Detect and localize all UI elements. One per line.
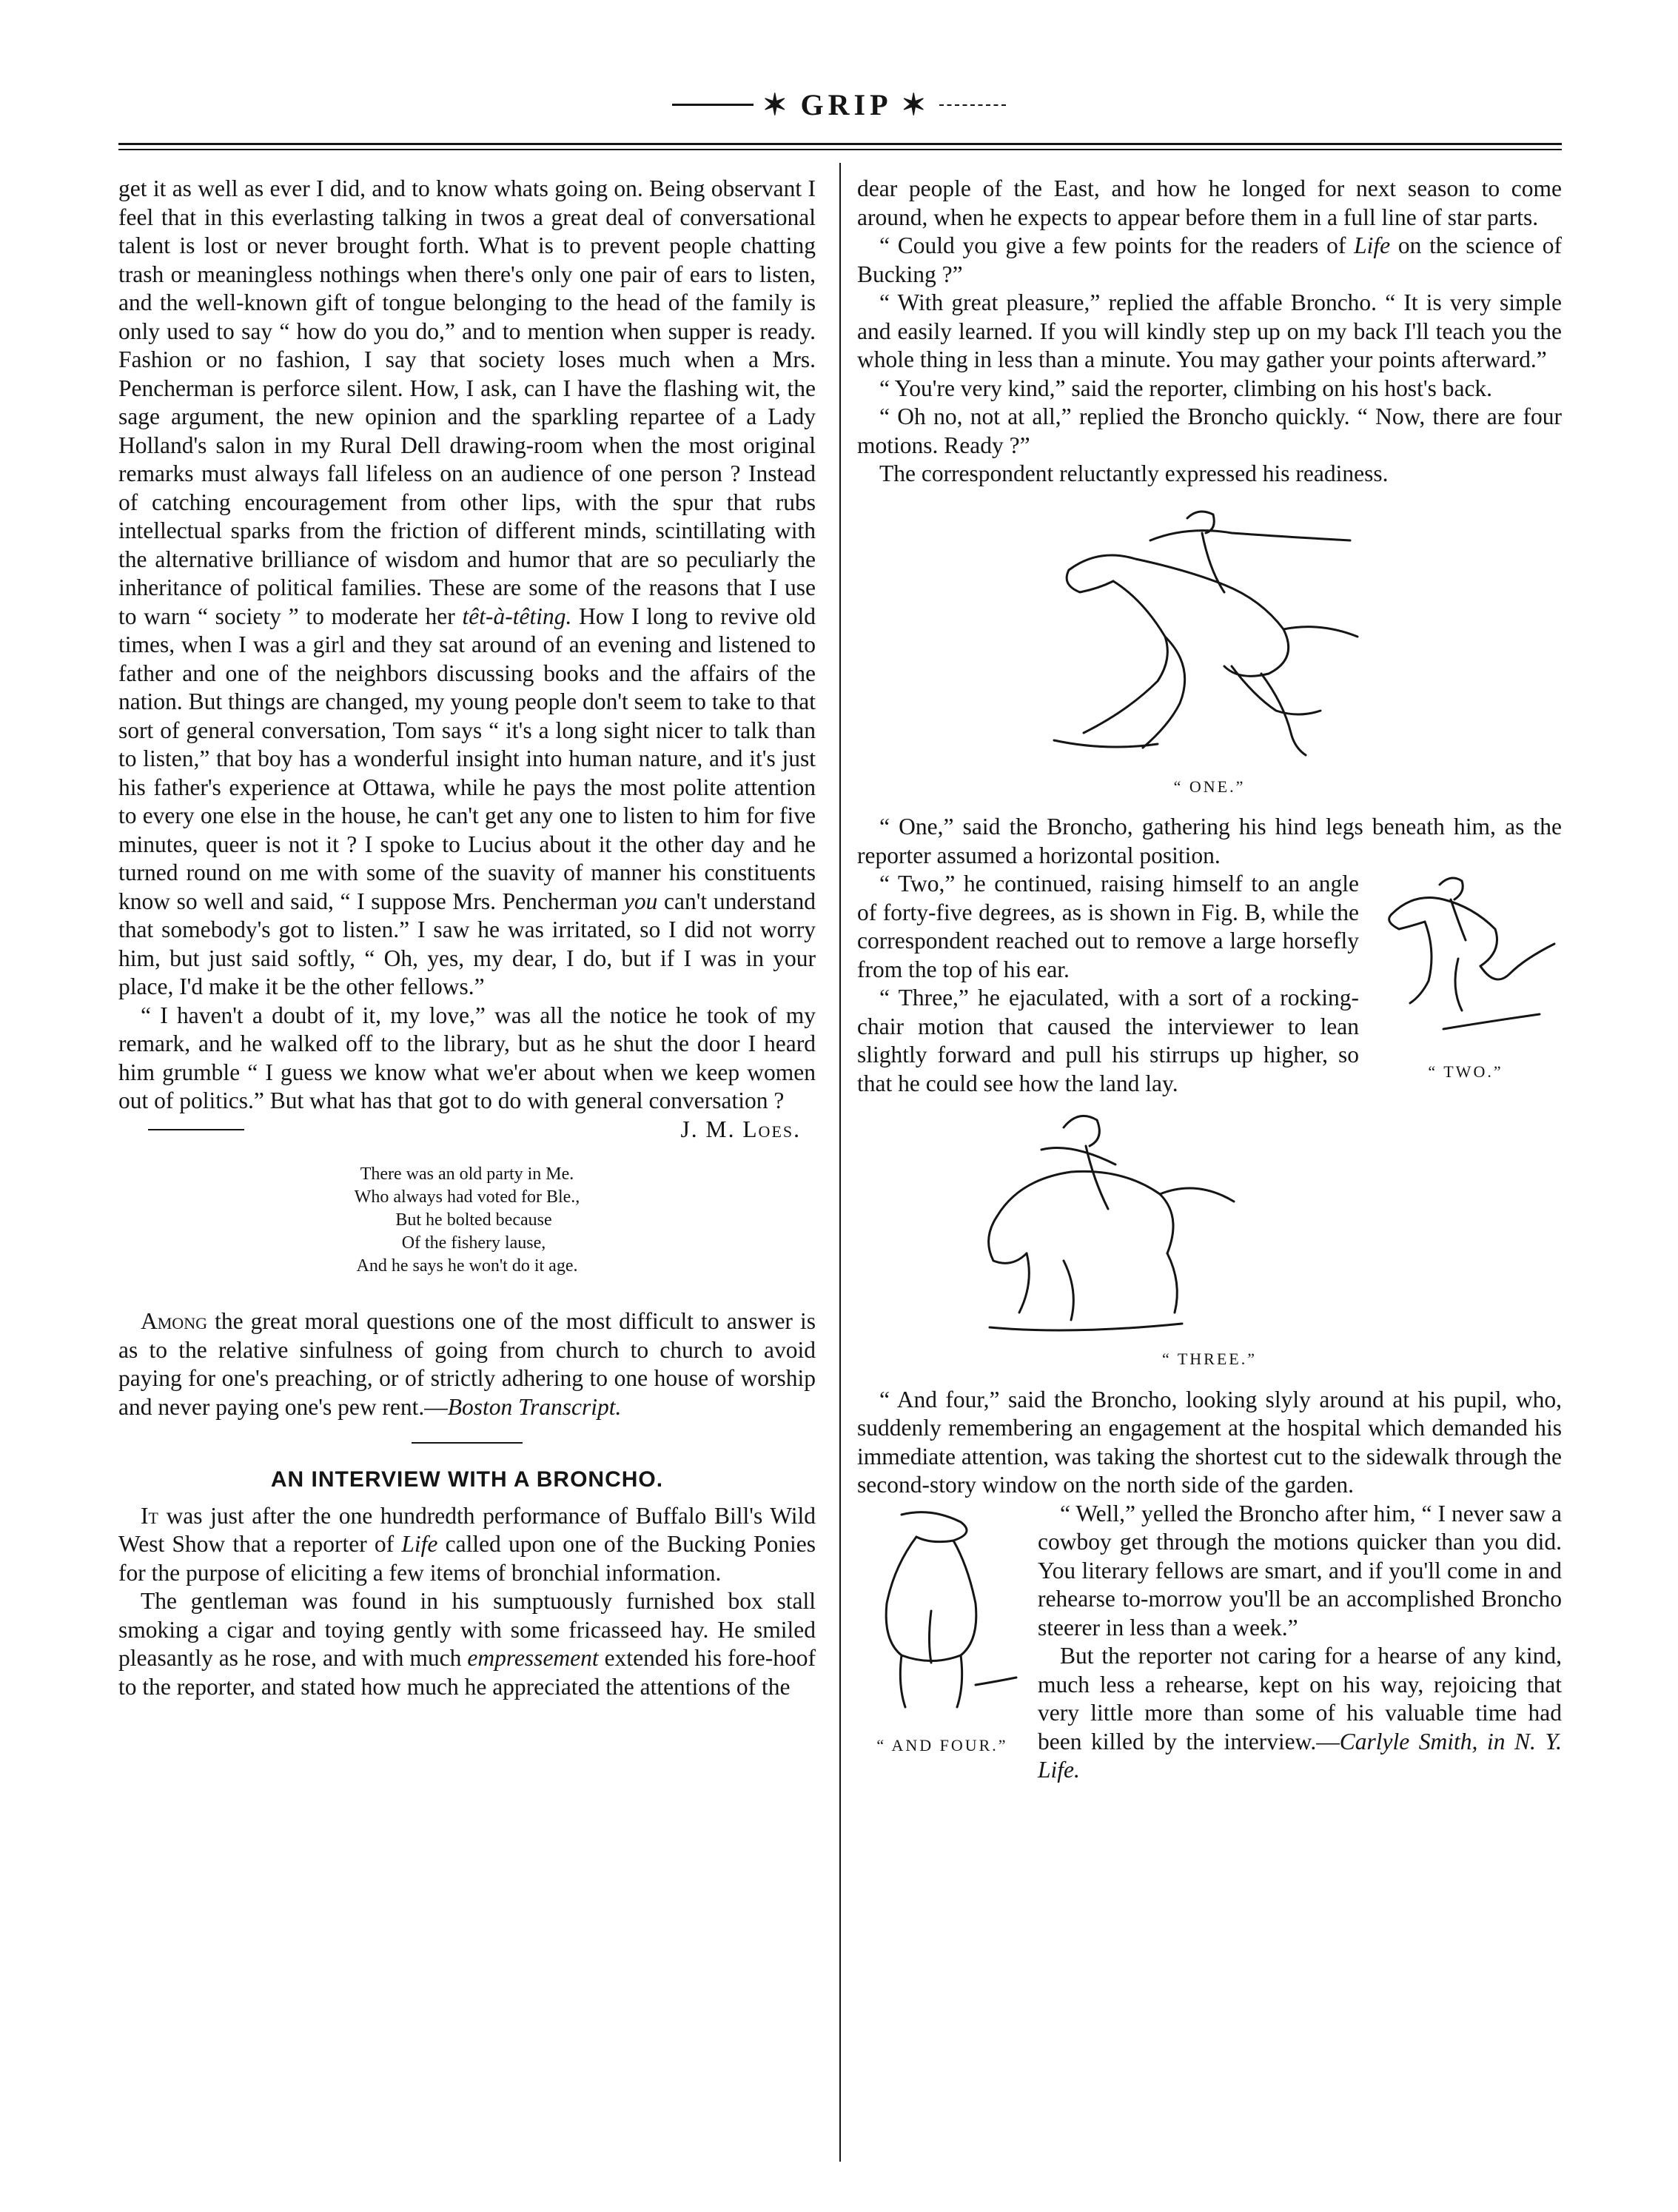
masthead-rule-left [672, 104, 754, 106]
conversation-paragraph: get it as well as ever I did, and to know whats going on. Being observant I feel that in this everlasting talking in twos a great deal of conversational talent is lost or never brought forth. What is to prevent people chatting trash or meaningless nothings when there's only one pair of ears to listen, and the well-known gift of tongue belonging to the head of the family is only used to say “ how do you do,” and to mention when supper is ready. Fashion or no fashion, I say that society loses much when a Mrs. Pencherman is perforce silent. How, I ask, can I have the flashing wit, the sage argument, the new opinion and the sparkling repartee of a Lady Holland's salon in my Rural Dell drawing-room when the most original remarks must always fall lifeless on an audience of one person ? Instead of catching encouragement from other lips, with the spur that rubs intellectual sparks from the friction of different minds, scintillating with the alternative brilliance of wisdom and humor that are so peculiarly the inheritance of political families. These are some of the reasons that I use to warn “ society ” to moderate her têt-à-têting. How I long to revive old times, when I was a girl and they sat around of an evening and listened to father and one of the neighbors discussing books and the affairs of the nation. But things are changed, my young people don't seem to take to that sort of general conversation, Tom says “ it's a long sight nicer to talk than to listen,” that boy has a wonderful insight into human nature, and it's just his father's experience at Ottawa, while he pays the most polite attention to every one else in the house, he can't get any one to listen to him for five minutes, queer is not it ? I spoke to Lucius about it the other day and he turned round on me with some of the suavity of manner his constituents know so well and said, “ I suppose Mrs. Pencherman you can't understand that somebody's got to listen.” I saw he was irritated, so I did not worry him, but just said softly, “ Oh, yes, my dear, I do, but if I was in your place, I'd make it be the other fellows.” [118, 175, 816, 999]
interview-paragraph: “ With great pleasure,” replied the affable Broncho. “ It is very simple and easily learned. If you will kindly step up on my back I'll teach you the whole thing in less than a minute. You may gather your points afterward.” [857, 289, 1562, 372]
caption-three: “ THREE.” [1161, 1350, 1257, 1368]
masthead-rule-right [939, 104, 1006, 106]
poem-line: Of the fishery lause, [401, 1233, 546, 1253]
interview-stall-paragraph: The gentleman was found in his sumptuously furnished box stall smoking a cigar and toying gently with some fricasseed hay. He smiled pleasantly as he rose, and with much empressement extended his fore-hoof to the reporter, and stated how much he appreciated the attentions of the [118, 1588, 816, 1700]
interview-paragraph: “ You're very kind,” said the reporter, climbing on his host's back. [879, 375, 1493, 401]
header-rule [118, 143, 1562, 145]
left-column [118, 175, 816, 1701]
caption-two: “ TWO.” [1428, 1062, 1503, 1081]
source-boston-transcript: Boston Transcript. [447, 1393, 622, 1420]
life-italic: Life [1354, 232, 1391, 258]
header-rule-thin [118, 149, 1562, 150]
moral-questions-paragraph: Among the great moral questions one of the most difficult to answer is as to the relative sinfulness of going from church to church to avoid paying for one's preaching, or of strictly adhering to one house of worship and never paying one's pew rent.—Boston Transcript. [118, 1308, 816, 1420]
reply-paragraph: “ I haven't a doubt of it, my love,” was all the notice he took of my remark, and he walked off to the library, but as he shut the door I heard him grumble “ I guess we know what we'er about when we keep women out of politics.” But what has that got to do with general conversation ? [118, 1002, 816, 1113]
interview-paragraph: “ Could you give a few points for the readers of Life on the science of Bucking ?” [857, 232, 1562, 287]
signature-rule [148, 1129, 244, 1130]
poem-line: Who always had voted for Ble., [354, 1187, 580, 1207]
interview-paragraph: But the reporter not caring for a hearse of any kind, much less a rehearse, kept on his way, rejoicing that very little more than some of his valuable time had been killed by the interview.—Carlyle Smith, in N. Y. Life. [1038, 1643, 1562, 1783]
limerick [118, 1163, 816, 1278]
figure-four [857, 1500, 1027, 1772]
interview-intro-paragraph: It was just after the one hundredth performance of Buffalo Bill's Wild West Show that a reporter of Life called upon one of the Bucking Ponies for the purpose of eliciting a few items of bronchial information. [118, 1502, 816, 1586]
section-separator [412, 1442, 523, 1444]
star-ornament-right: ✶ [901, 88, 931, 121]
broncho-illustration-two [1369, 870, 1562, 1048]
interview-paragraph: “ Three,” he ejaculated, with a sort of a rocking-chair motion that caused the interviewer to lean slightly forward and pull his stirrups up higher, so that he could see how the land lay. [857, 985, 1359, 1096]
broncho-illustration-one [1039, 489, 1380, 770]
poem-line: There was an old party in Me. [360, 1164, 574, 1184]
caption-four: “ AND FOUR.” [876, 1736, 1008, 1754]
figure-two [1369, 870, 1562, 1098]
life-italic: Life [401, 1531, 438, 1557]
interview-paragraph: The correspondent reluctantly expressed his readiness. [879, 460, 1389, 486]
poem-line: And he says he won't do it age. [356, 1256, 578, 1276]
caption-one: “ ONE.” [1173, 777, 1246, 796]
interview-paragraph: “ And four,” said the Broncho, looking slyly around at his pupil, who, suddenly remembering an engagement at the hospital which demanded his immediate attention, was taking the shortest cut to the sidewalk through the second-story window on the north side of the garden. [857, 1386, 1562, 1498]
interview-paragraph: “ Two,” he continued, raising himself to an angle of forty-five degrees, as is shown in Fig. B, while the correspondent reached out to remove a large horsefly from the top of his ear. [857, 871, 1359, 982]
empressement-italic: empressement [467, 1645, 599, 1671]
you-italic: you [623, 888, 658, 914]
poem-line: But he bolted because [395, 1210, 552, 1230]
author-signature: J. M. Loes. [680, 1116, 801, 1142]
star-ornament-left: ✶ [762, 88, 792, 121]
masthead-title: GRIP [800, 88, 893, 121]
source-carlyle-smith: Carlyle Smith, in N. Y. Life. [1038, 1728, 1562, 1783]
signature-line [118, 1116, 816, 1144]
article-headline: AN INTERVIEW WITH A BRONCHO. [270, 1467, 664, 1492]
right-column [857, 175, 1562, 1785]
interview-paragraph: “ Well,” yelled the Broncho after him, “ I never saw a cowboy get through the motions quicker than you did. You literary fellows are smart, and if you'll come in and rehearse to-morrow you'll be an accomplished Broncho steerer in less than a week.” [1038, 1500, 1562, 1640]
interview-paragraph: dear people of the East, and how he longed for next season to come around, when he expects to appear before them in a full line of star parts. [857, 175, 1562, 230]
interview-paragraph: “ Oh no, not at all,” replied the Broncho quickly. “ Now, there are four motions. Ready ?” [857, 403, 1562, 458]
broncho-illustration-four [857, 1500, 1027, 1722]
masthead [0, 87, 1678, 132]
broncho-illustration-three [967, 1098, 1249, 1342]
column-divider [839, 163, 841, 2162]
tete-a-tete-italic: têt-à-têting. [462, 603, 572, 629]
interview-paragraph: “ One,” said the Broncho, gathering his hind legs beneath him, as the reporter assumed a horizontal position. [857, 814, 1562, 868]
